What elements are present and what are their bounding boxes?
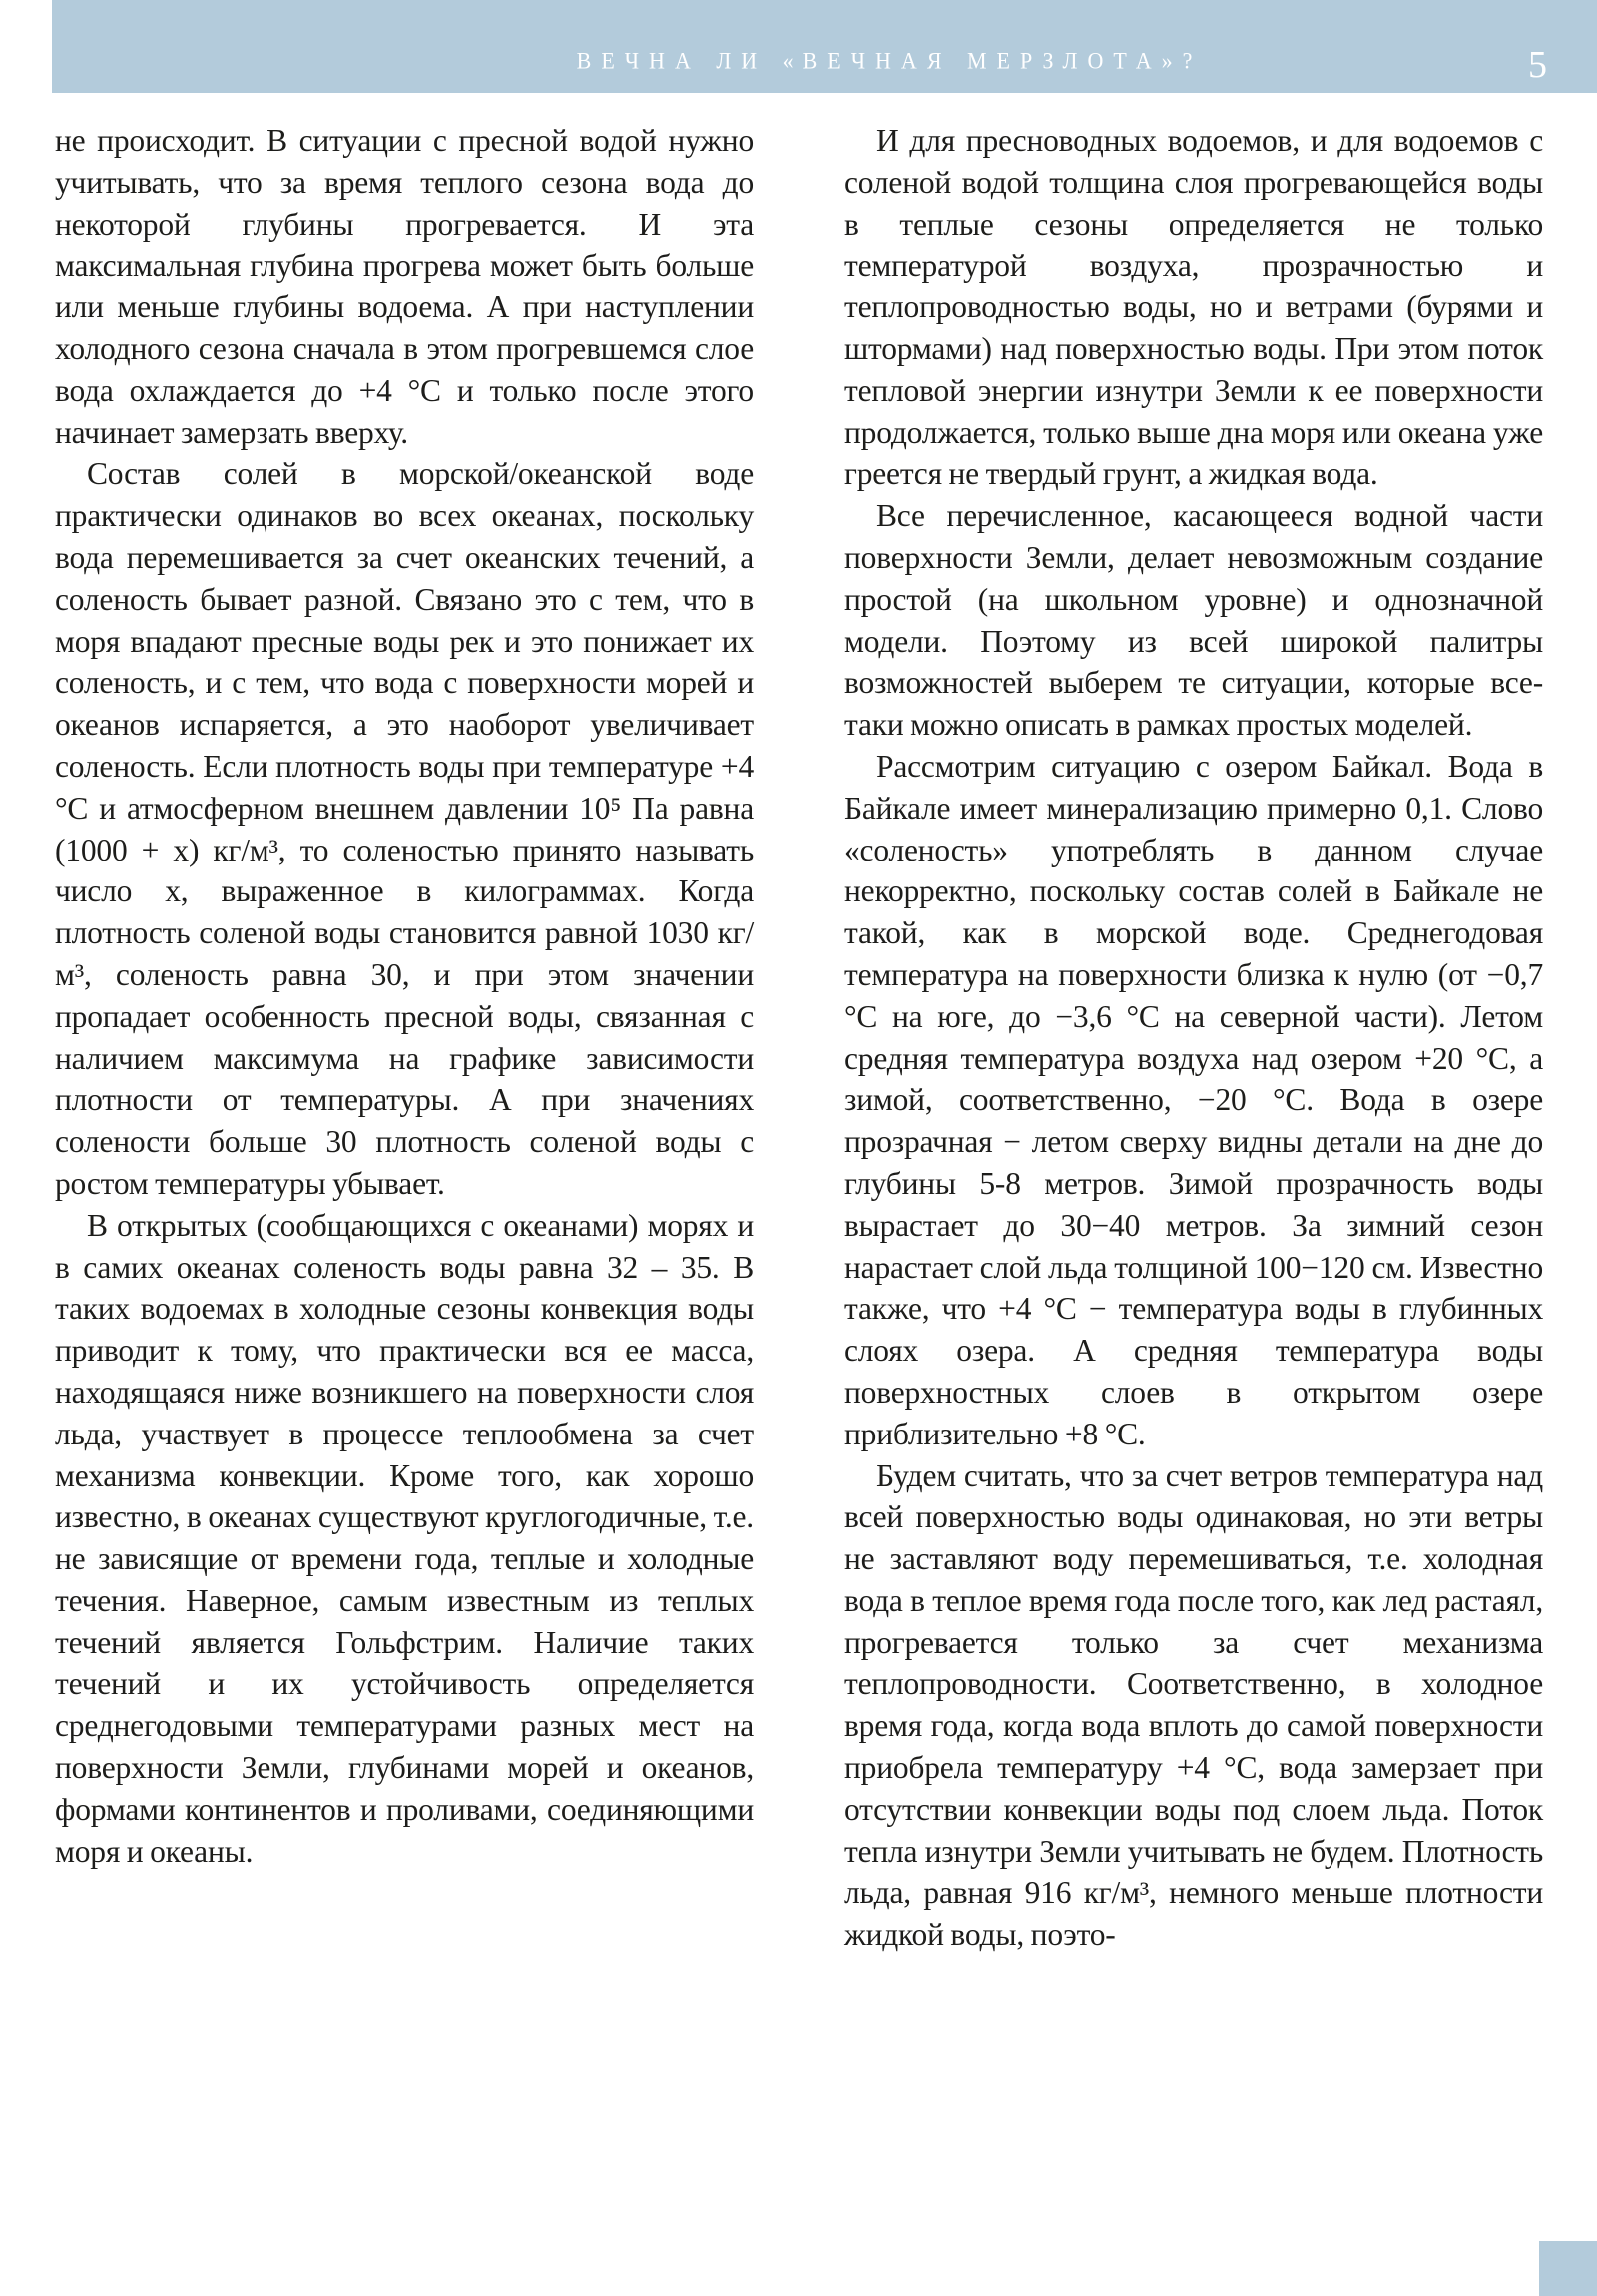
paragraph-assumptions: Будем считать, что за счет ветров температура над всей поверхностью воды одинаковая, но эти ветры не заставляют воду перемешиваться, т.е. холодная вода в теплое время года после того, как лед растаял, прогревается только за счет механизма теплопроводности. Соответственно, в холодное время года, когда вода вплоть до самой поверхности приобрела температуру +4 °С, вода замерзает при отсутствии конвекции воды под слоем льда. Поток тепла изнутри Земли учитывать не будем. Плотность льда, равная 916 кг/м³, немного меньше плотности жидкой воды, поэто-: [844, 1457, 1543, 1953]
paragraph-salt-composition: Состав солей в морской/океанской воде практически одинаков во всех океанах, поскольку вода перемешивается за счет океанских течений, а соленость бывает разной. Связано это с тем, что в моря впадают пресные воды рек и это понижает их соленость, и с тем, что вода с поверхности морей и океанов испаряется, а это наоборот увеличивает соленость. Если плотность воды при температуре +4 °С и атмосферном внешнем давлении 10⁵ Па равна (1000 + x) кг/м³, то соленостью принято называть число x, выраженное в килограммах. Когда плотность соленой воды становится равной 1030 кг/м³, соленость равна 30, и при этом значении пропадает особенность пресной воды, связанная с наличием максимума на графике зависимости плотности от температуры. А при значениях солености больше 30 плотность соленой воды с ростом температуры убывает.: [55, 456, 754, 1201]
paragraph-warming-layer: И для пресноводных водоемов, и для водоемов с соленой водой толщина слоя прогревающейся воды в теплые сезоны определяется не только температурой воздуха, прозрачностью и теплопроводностью воды, но и ветрами (бурями и штормами) над поверхностью воды. При этом поток тепловой энергии изнутри Земли к ее поверхности продолжается, только выше дна моря или океана уже греется не твердый грунт, а жидкая вода.: [844, 123, 1543, 492]
running-title: [52, 49, 1597, 72]
paragraph-baikal: Рассмотрим ситуацию с озером Байкал. Вода в Байкале имеет минерализацию примерно 0,1. Слово «соленость» употреблять в данном случае некорректно, поскольку состав солей в Байкале не такой, как в морской воде. Среднегодовая температура на поверхности близка к нулю (от −0,7 °С на юге, до −3,6 °С на северной части). Летом средняя температура воздуха над озером +20 °С, а зимой, соответственно, −20 °С. Вода в озере прозрачная − летом сверху видны детали на дне до глубины 5-8 метров. Зимой прозрачность воды вырастает до 30−40 метров. За зимний сезон нарастает слой льда толщиной 100−120 см. Известно также, что +4 °С − температура воды в глубинных слоях озера. А средняя температура воды поверхностных слоев в открытом озере приблизительно +8 °С.: [844, 748, 1543, 1451]
running-header: [52, 0, 1597, 93]
page-number: 5: [1528, 44, 1547, 86]
paragraph-continuation: не происходит. В ситуации с пресной водой нужно учитывать, что за время теплого сезона вода до некоторой глубины прогревается. И эта максимальная глубина прогрева может быть больше или меньше глубины водоема. А при наступлении холодного сезона сначала в этом прогревшемся слое вода охлаждается до +4 °С и только после этого начинает замерзать вверху.: [55, 123, 754, 450]
running-title-text: ВЕЧНА ЛИ «ВЕЧНАЯ МЕРЗЛОТА»?: [576, 47, 1203, 74]
paragraph-simple-models: Все перечисленное, касающееся водной части поверхности Земли, делает невозможным создание простой (на школьном уровне) и однозначной модели. Поэтому из всей широкой палитры возможностей выберем те ситуации, которые все-таки можно описать в рамках простых моделей.: [844, 498, 1543, 743]
paragraph-open-seas: В открытых (сообщающихся с океанами) морях и в самих океанах соленость воды равна 32 – 35. В таких водоемах в холодные сезоны конвекция воды приводит к тому, что практически вся ее масса, находящаяся ниже возникшего на поверхности слоя льда, участвует в процессе теплообмена за счет механизма конвекции. Кроме того, как хорошо известно, в океанах существуют круглогодичные, т.е. не зависящие от времени года, теплые и холодные течения. Наверное, самым известным из теплых течений является Гольфстрим. Наличие таких течений и их устойчивость определяется среднегодовыми температурами разных мест на поверхности Земли, глубинами морей и океанов, формами континентов и проливами, соединяющими моря и океаны.: [55, 1207, 754, 1869]
corner-decoration: [1539, 2241, 1597, 2296]
left-text-column: [55, 120, 754, 1872]
right-text-column: [844, 120, 1543, 1956]
